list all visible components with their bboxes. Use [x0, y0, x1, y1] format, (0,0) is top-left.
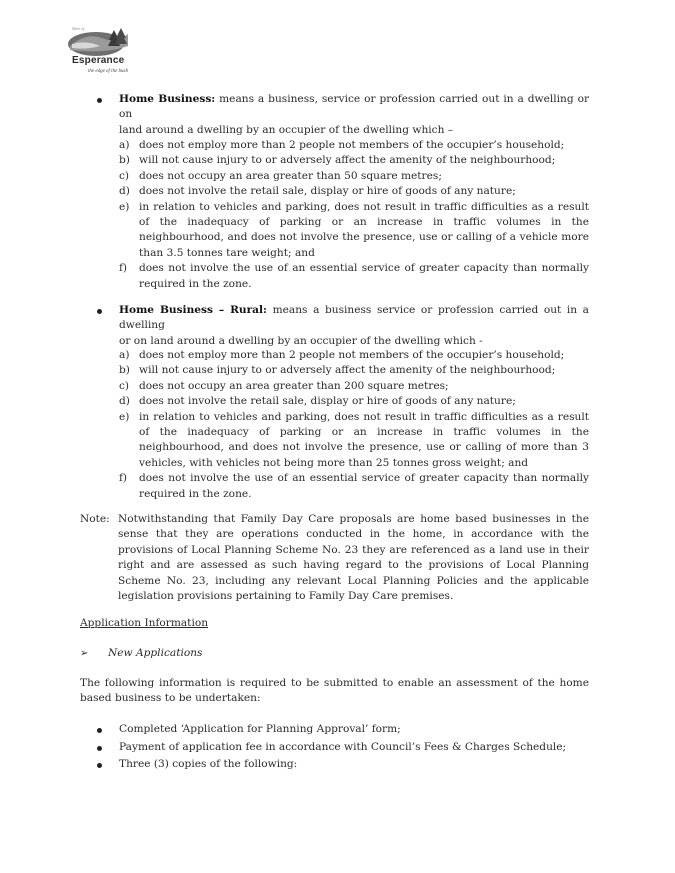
item-text: in relation to vehicles and parking, does not result in traffic difficulties as a result of the inadequacy of parking or an increase in traffic volumes in the neighbourhood, and does not involve the presence, use or calling of a vehicle more than 3.5 tonnes tare weight; and — [139, 200, 589, 259]
note-label: Note: — [80, 513, 110, 525]
application-information-heading: Application Information — [80, 617, 209, 629]
arrow-bullet-icon: ➢ — [80, 648, 89, 659]
item-label: b) — [119, 364, 130, 377]
list-item — [119, 363, 589, 378]
item-text: Three (3) copies of the following: — [119, 758, 298, 771]
item-text: will not cause injury to or adversely affect the amenity of the neighbourhood; — [139, 364, 556, 377]
home-business-definition — [82, 92, 589, 138]
item-label: c) — [119, 169, 130, 182]
logo-brand: Esperance — [72, 55, 125, 66]
home-business-definition-line1: means a business, service or profession carried out in a dwelling or on — [119, 93, 590, 121]
list-item — [119, 153, 589, 168]
item-text: does not occupy an area greater than 200 square metres; — [139, 379, 449, 392]
home-business-rural-definition — [82, 303, 589, 349]
item-label: b) — [119, 154, 130, 167]
item-text: in relation to vehicles and parking, does not result in traffic difficulties as a result of the inadequacy of parking or an increase in traffic volumes in the neighbourhood, and does not involve the presence, use or calling of more than 3 vehicles, with vehicles not being more than 25 tonnes gross weight; and — [139, 410, 589, 469]
bullet-icon — [97, 98, 102, 103]
list-item — [119, 379, 589, 394]
item-label: f) — [119, 262, 128, 275]
list-item — [119, 169, 589, 184]
home-business-rural-paragraph — [119, 303, 589, 349]
home-business-rural-definition-line2: or on land around a dwelling by an occupier of the dwelling which - — [119, 334, 483, 347]
item-text: does not involve the retail sale, display or hire of goods of any nature; — [139, 395, 516, 408]
bullet-icon — [97, 763, 102, 768]
bullet-icon — [97, 728, 102, 733]
list-item — [119, 184, 589, 199]
item-text: Completed ‘Application for Planning Approval’ form; — [119, 723, 401, 735]
item-label: c) — [119, 379, 130, 392]
new-applications-label: New Applications — [108, 647, 203, 659]
home-business-conditions — [119, 138, 589, 292]
item-label: e) — [119, 200, 130, 213]
list-item — [119, 410, 589, 472]
home-business-definition-line2: land around a dwelling by an occupier of the dwelling which – — [119, 123, 454, 136]
home-business-rural-term: Home Business – Rural: — [119, 304, 267, 316]
requirements-intro: The following information is required to be submitted to enable an assessment of the home based business to be undertaken: — [80, 677, 589, 705]
home-business-rural-definition-line1: means a business service or profession carried out in a dwelling — [119, 304, 589, 332]
item-label: d) — [119, 395, 130, 408]
item-label: e) — [119, 410, 130, 423]
item-text: does not involve the retail sale, display or hire of goods of any nature; — [139, 185, 516, 198]
list-item — [119, 261, 589, 292]
item-label: a) — [119, 139, 130, 151]
list-item — [82, 722, 589, 740]
item-label: d) — [119, 185, 130, 198]
item-text: Payment of application fee in accordance with Council’s Fees & Charges Schedule; — [119, 740, 567, 753]
list-item — [119, 394, 589, 409]
list-item — [119, 138, 589, 153]
list-item — [82, 740, 589, 758]
family-day-care-note — [80, 512, 589, 604]
item-text: does not employ more than 2 people not members of the occupier’s household; — [139, 139, 565, 151]
bullet-icon — [97, 746, 102, 751]
note-text: Notwithstanding that Family Day Care proposals are home based businesses in the sense that they are operations conducted in the home, in accordance with the provisions of Local Planning Scheme No. 23 they are referenced as a land use in their right and are assessed as such having regard to the provisions of Local Planning Scheme No. 23, including any relevant Local Planning Policies and the applicable legislation provisions pertaining to Family Day Care premises. — [118, 513, 589, 603]
item-label: a) — [119, 349, 130, 361]
bullet-icon — [97, 309, 102, 314]
requirements-list — [82, 722, 589, 775]
item-label: f) — [119, 472, 128, 485]
home-business-paragraph — [119, 92, 589, 138]
home-business-term: Home Business: — [119, 93, 216, 105]
item-text: will not cause injury to or adversely affect the amenity of the neighbourhood; — [139, 154, 556, 167]
list-item — [82, 757, 589, 775]
item-text: does not involve the use of an essential service of greater capacity than normally required in the zone. — [139, 262, 589, 290]
svg-text:Shire of: Shire of — [72, 26, 85, 31]
list-item — [119, 200, 589, 262]
logo-tagline: the edge of the bush — [88, 69, 128, 74]
esperance-logo — [66, 24, 134, 74]
item-text: does not involve the use of an essential service of greater capacity than normally required in the zone. — [139, 472, 589, 500]
home-business-rural-conditions — [119, 348, 589, 502]
item-text: does not occupy an area greater than 50 square metres; — [139, 169, 442, 182]
list-item — [119, 348, 589, 363]
item-text: does not employ more than 2 people not members of the occupier’s household; — [139, 349, 565, 361]
list-item — [119, 471, 589, 502]
